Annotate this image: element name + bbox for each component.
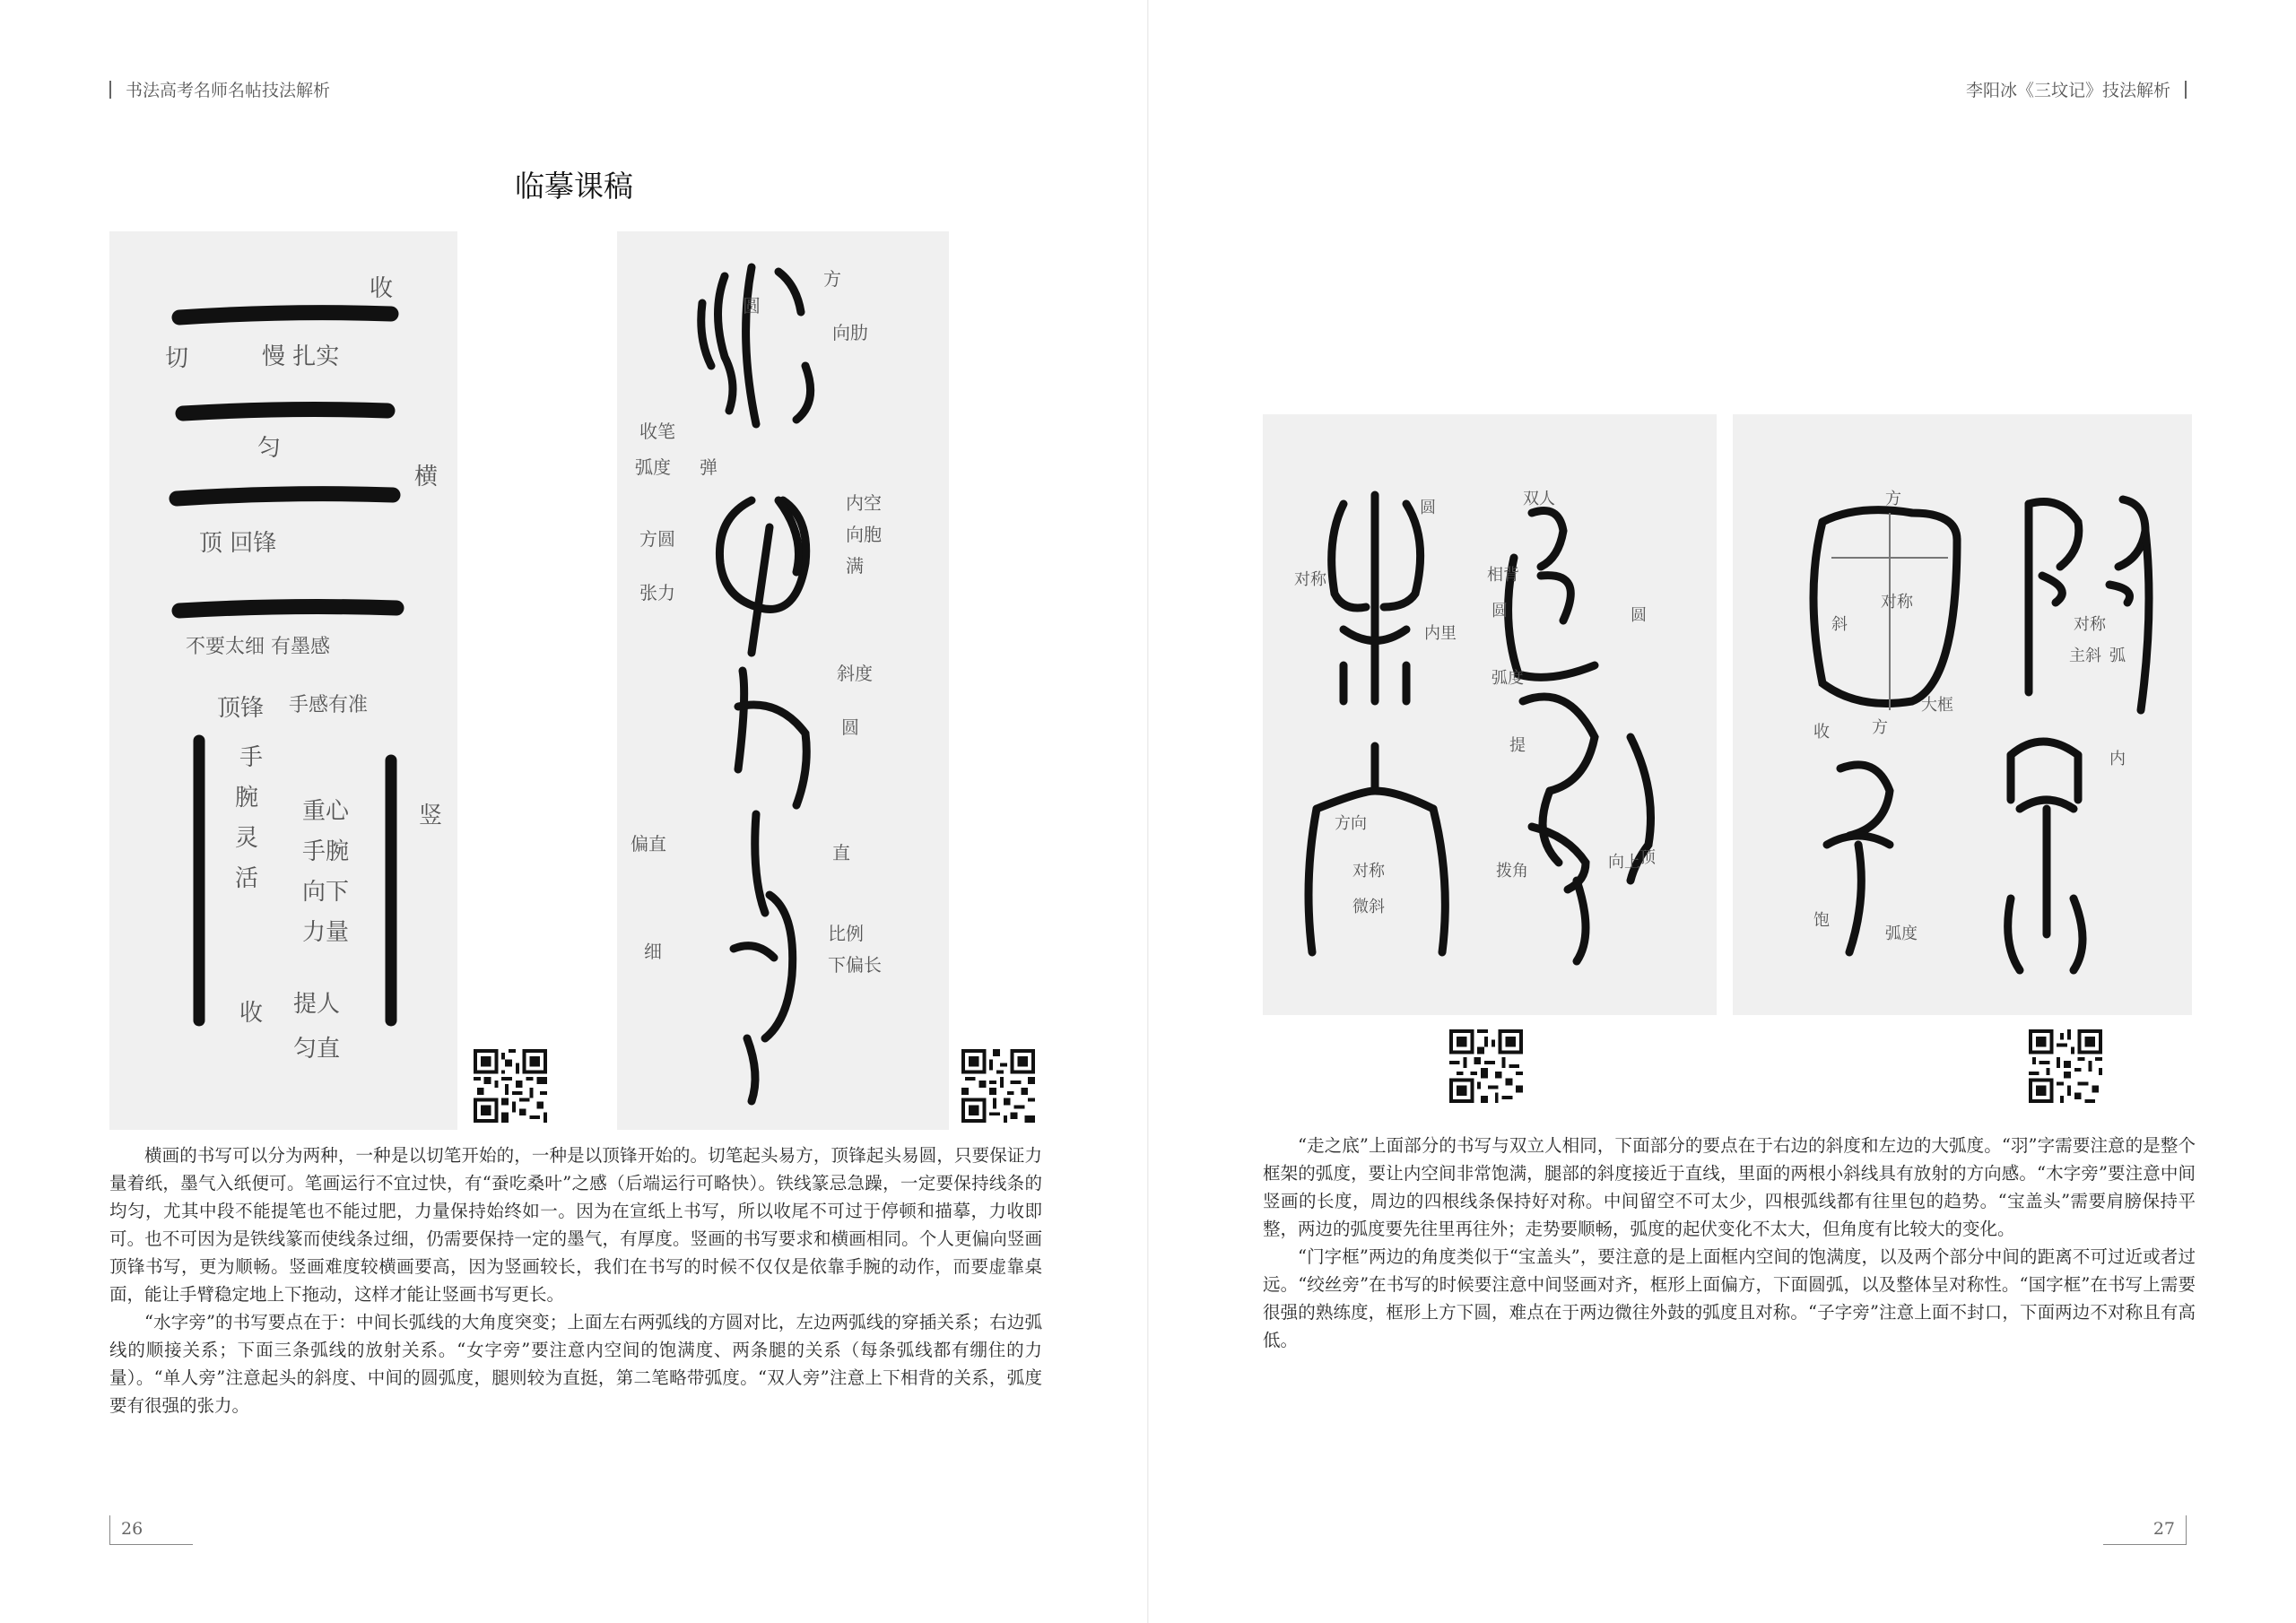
annotation: 弹 bbox=[700, 456, 718, 478]
running-head-left bbox=[109, 77, 330, 101]
annotation: 横 bbox=[414, 464, 439, 490]
right-page-body bbox=[1263, 1132, 2196, 1354]
page-gutter bbox=[1147, 0, 1149, 1623]
annotation: 对称 bbox=[1352, 862, 1385, 881]
annotation: 方 bbox=[1885, 490, 1901, 508]
annotation: 腕 bbox=[235, 785, 259, 812]
calligraphy-panel-radicals bbox=[617, 231, 949, 1130]
annotation: 匀 bbox=[257, 435, 282, 462]
annotation: 细 bbox=[644, 941, 662, 962]
radicals-illustration-4 bbox=[1733, 414, 2192, 1015]
paragraph: “水字旁”的书写要点在于：中间长弧线的大角度突变；上面左右两弧线的方圆对比，左边两弧线的穿插关系；右边弧线的顺接关系；下面三条弧线的放射关系。“女字旁”要注意内空间的饱满度、两条腿的关系（每条弧线都有绷住的力量）。“单人旁”注意起头的斜度、中间的圆弧度，腿则较为直挺，第二笔略带弧度。“双人旁”注意上下相背的关系，弧度要有很强的张力。 bbox=[109, 1312, 1042, 1416]
annotation: 圆 bbox=[1631, 606, 1647, 625]
annotation: 偏直 bbox=[631, 833, 666, 855]
annotation: 微斜 bbox=[1352, 898, 1385, 916]
running-head-right bbox=[1966, 77, 2187, 101]
running-head-right-text: 李阳冰《三坟记》技法解析 bbox=[1965, 81, 2170, 100]
left-page-body bbox=[109, 1141, 1042, 1419]
annotation: 弧 bbox=[2109, 647, 2126, 665]
annotation: 向肋 bbox=[832, 322, 868, 343]
page-number-left: 26 bbox=[109, 1515, 193, 1545]
annotation: 弧度 bbox=[1492, 669, 1524, 688]
annotation: 切 bbox=[165, 345, 189, 372]
annotation: 力量 bbox=[302, 919, 350, 946]
calligraphy-panel-radicals-3 bbox=[1263, 414, 1717, 1015]
annotation: 收 bbox=[1813, 723, 1830, 742]
annotation: 双人 bbox=[1523, 490, 1555, 508]
annotation: 手 bbox=[239, 744, 264, 771]
strokes-illustration bbox=[109, 231, 457, 1130]
annotation: 活 bbox=[235, 865, 259, 892]
annotation: 竖 bbox=[419, 803, 443, 829]
annotation: 圆 bbox=[1420, 499, 1436, 517]
annotation: 手腕 bbox=[302, 838, 350, 865]
calligraphy-panel-strokes bbox=[109, 231, 457, 1130]
annotation: 顶 bbox=[1639, 848, 1656, 867]
annotation: 重心 bbox=[302, 798, 350, 825]
annotation: 内 bbox=[2109, 750, 2126, 768]
radicals-illustration-3 bbox=[1263, 414, 1717, 1015]
calligraphy-panel-radicals-4 bbox=[1733, 414, 2192, 1015]
annotation: 下偏长 bbox=[828, 954, 882, 976]
annotation: 匀直 bbox=[293, 1036, 341, 1063]
qr-code[interactable] bbox=[2029, 1029, 2102, 1103]
annotation: 顶锋 bbox=[217, 695, 265, 722]
annotation: 圆 bbox=[1492, 602, 1508, 621]
annotation: 收 bbox=[370, 275, 394, 302]
paragraph: 横画的书写可以分为两种，一种是以切笔开始的，一种是以顶锋开始的。切笔起头易方，顶锋起头易圆，只要保证力量着纸，墨气入纸便可。笔画运行不宜过快，有“蚕吃桑叶”之感（后端运行可略快）。铁线篆忌急躁，一定要保持线条的均匀，尤其中段不能提笔也不能过肥，力量保持始终如一。因为在宣纸上书写，所以收尾不可过于停顿和描摹，力收即可。也不可因为是铁线篆而使线条过细，仍需要保持一定的墨气，有厚度。竖画的书写要求和横画相同。个人更偏向竖画顶锋书写，更为顺畅。竖画难度较横画要高，因为竖画较长，我们在书写的时候不仅仅是依靠手腕的动作，而要虚靠桌面，能让手臂稳定地上下拖动，这样才能让竖画书写更长。 bbox=[109, 1145, 1042, 1305]
annotation: 向下 bbox=[302, 879, 350, 906]
annotation: 手感有准 bbox=[289, 694, 369, 716]
annotation: 向上 bbox=[1608, 853, 1640, 872]
annotation: 饱 bbox=[1813, 911, 1830, 930]
rule-mark bbox=[109, 81, 111, 99]
paragraph: “走之底”上面部分的书写与双立人相同，下面部分的要点在于右边的斜度和左边的大弧度。“羽”字需要注意的是整个框架的弧度，要让内空间非常饱满，腿部的斜度接近于直线，里面的两根小斜线具有放射的方向感。“木字旁”要注意中间竖画的长度，周边的四根线条保持好对称。中间留空不可太少，四根弧线都有往里包的趋势。“宝盖头”需要肩膀保持平整，两边的弧度要先往里再往外；走势要顺畅，弧度的起伏变化不太大，但角度有比较大的变化。 bbox=[1263, 1135, 2196, 1239]
qr-code[interactable] bbox=[961, 1049, 1035, 1123]
annotation: 弧度 bbox=[1885, 924, 1918, 943]
annotation: 方向 bbox=[1335, 814, 1367, 833]
annotation: 斜 bbox=[1831, 615, 1848, 634]
annotation: 收笔 bbox=[639, 421, 675, 442]
annotation: 提人 bbox=[293, 991, 341, 1018]
annotation: 对称 bbox=[1881, 593, 1913, 612]
radicals-illustration bbox=[617, 231, 949, 1130]
annotation: 对称 bbox=[1294, 570, 1326, 589]
annotation: 大框 bbox=[1921, 696, 1953, 715]
annotation: 张力 bbox=[639, 582, 675, 603]
annotation: 比例 bbox=[828, 923, 864, 944]
annotation: 拨角 bbox=[1496, 862, 1528, 881]
annotation: 不要太细 有墨感 bbox=[186, 636, 330, 658]
annotation: 顶 回锋 bbox=[199, 530, 277, 557]
annotation: 方 bbox=[1872, 718, 1888, 737]
annotation: 相背 bbox=[1487, 566, 1519, 585]
annotation: 方圆 bbox=[639, 528, 675, 550]
annotation: 收 bbox=[239, 1000, 264, 1027]
annotation: 圆 bbox=[743, 295, 761, 317]
running-head-left-text: 书法高考名师名帖技法解析 bbox=[126, 81, 331, 100]
annotation: 对称 bbox=[2074, 615, 2106, 634]
annotation: 圆 bbox=[841, 716, 859, 738]
annotation: 弧度 bbox=[635, 456, 671, 478]
annotation: 灵 bbox=[235, 825, 259, 852]
annotation: 方 bbox=[823, 268, 841, 290]
page-number-right: 27 bbox=[2103, 1515, 2187, 1545]
annotation: 向胞 bbox=[846, 524, 882, 545]
paragraph: “门字框”两边的角度类似于“宝盖头”，要注意的是上面框内空间的饱满度，以及两个部分中间的距离不可过近或者过远。“绞丝旁”在书写的时候要注意中间竖画对齐，框形上面偏方，下面圆弧，以及整体呈对称性。“国字框”在书写上需要很强的熟练度，框形上方下圆，难点在于两边微往外鼓的弧度且对称。“子字旁”注意上面不封口，下面两边不对称且有高低。 bbox=[1263, 1246, 2196, 1350]
annotation: 内空 bbox=[846, 492, 882, 514]
annotation: 斜度 bbox=[837, 663, 873, 684]
annotation: 提 bbox=[1509, 736, 1526, 755]
rule-mark bbox=[2185, 81, 2187, 99]
annotation: 慢 扎实 bbox=[262, 343, 340, 370]
section-title: 临摹课稿 bbox=[515, 169, 633, 204]
annotation: 满 bbox=[846, 555, 864, 577]
qr-code[interactable] bbox=[474, 1049, 547, 1123]
annotation: 主斜 bbox=[2069, 647, 2101, 665]
annotation: 直 bbox=[832, 842, 850, 864]
annotation: 内里 bbox=[1424, 624, 1457, 643]
qr-code[interactable] bbox=[1449, 1029, 1523, 1103]
